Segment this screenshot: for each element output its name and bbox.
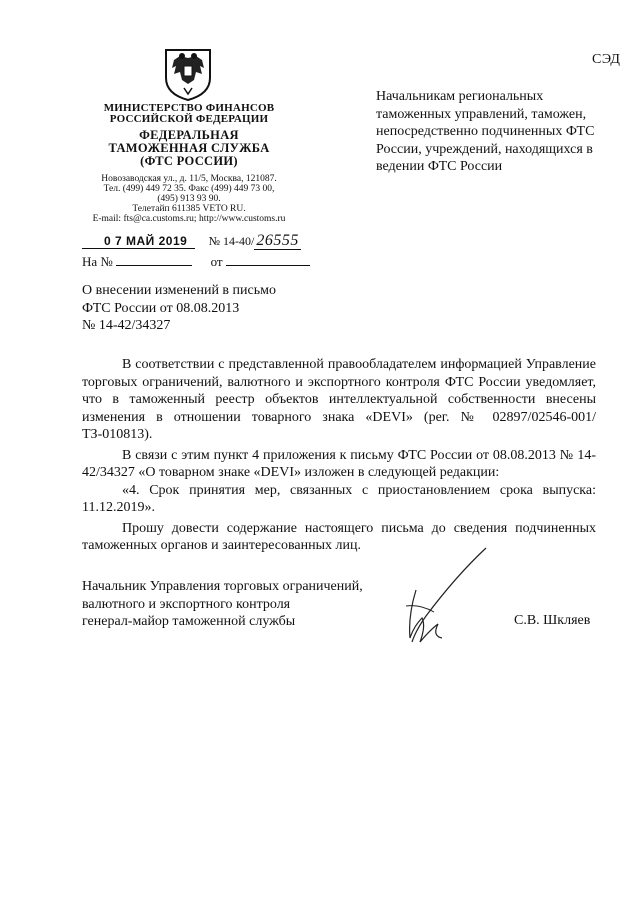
ministry-line-1: МИНИСТЕРСТВО ФИНАНСОВ xyxy=(103,102,275,114)
service-line-1: ФЕДЕРАЛЬНАЯ xyxy=(139,128,239,142)
registration-row xyxy=(82,232,332,250)
reference-label: На № xyxy=(82,254,113,269)
document-system-mark: СЭД xyxy=(592,52,621,67)
address-line-2: Тел. (499) 449 72 35. Факс (499) 449 73 00, xyxy=(103,184,275,194)
address-line-5: E-mail: fts@ca.customs.ru; http://www.customs.ru xyxy=(92,214,286,224)
position-line-2: валютного и экспортного контроля xyxy=(82,596,291,612)
ministry-line-2: РОССИЙСКОЙ ФЕДЕРАЦИИ xyxy=(109,113,269,125)
body-paragraph-2: В связи с этим пункт 4 приложения к письму ФТС России от 08.08.2013 № 14-42/34327 «О товарном знаке «DEVI» изложен в следующей редакции: xyxy=(82,447,596,480)
service-line-3: (ФТС РОССИИ) xyxy=(140,154,238,168)
body-paragraph-4: Прошу довести содержание настоящего письма до сведения подчиненных таможенных органов и заинтересованных лиц. xyxy=(82,520,596,553)
subject-line-2: ФТС России от 08.08.2013 xyxy=(82,300,240,316)
signatory-name: С.В. Шкляев xyxy=(514,613,591,628)
registration-number xyxy=(209,232,301,250)
subject-line-1: О внесении изменений в письмо xyxy=(82,283,276,298)
from-label: от xyxy=(210,254,223,269)
position-line-3: генерал-майор таможенной службы xyxy=(82,614,296,629)
body-paragraph-1: В соответствии с представленной правообладателем информацией Управление торговых ограничений, валютного и экспортного контроля ФТС России уведомляет, что в таможенный реестр объектов интеллектуальной собственности внесены изменения в отношении товарного знака «DEVI» (рег. № 02897/02546-001/ТЗ-010813). xyxy=(82,357,596,442)
subject-line-3: № 14-42/34327 xyxy=(82,318,171,333)
signatory-position xyxy=(82,578,382,631)
reference-blank xyxy=(116,254,192,266)
body-paragraph-3: «4. Срок принятия мер, связанных с приостановлением срока выпуска: 11.12.2019». xyxy=(82,482,596,515)
subject-block xyxy=(82,282,342,335)
state-emblem-icon xyxy=(162,44,214,102)
reference-row xyxy=(82,254,310,270)
position-line-1: Начальник Управления торговых ограничений, xyxy=(82,579,363,594)
handwritten-signature xyxy=(386,546,490,650)
from-blank xyxy=(226,254,310,266)
registration-date: 0 7 МАЙ 2019 xyxy=(82,234,195,249)
address-line-1: Новозаводская ул., д. 11/5, Москва, 121087. xyxy=(101,174,277,184)
service-address xyxy=(60,174,318,224)
letter-body xyxy=(82,356,596,555)
registration-number-handwritten: 26555 xyxy=(256,232,299,249)
registration-number-prefix: № 14-40/ xyxy=(208,234,255,248)
addressee-block: Начальникам региональных таможенных управлений, таможен, непосредственно подчиненных ФТС России, учреждений, находящихся в ведении ФТС России xyxy=(376,89,595,174)
address-line-3: (495) 913 93 90. xyxy=(157,194,221,204)
ministry-name xyxy=(60,103,318,125)
service-line-2: ТАМОЖЕННАЯ СЛУЖБА xyxy=(108,141,270,155)
service-name xyxy=(60,129,318,168)
address-line-4: Телетайп 611385 VETO RU. xyxy=(132,204,246,214)
